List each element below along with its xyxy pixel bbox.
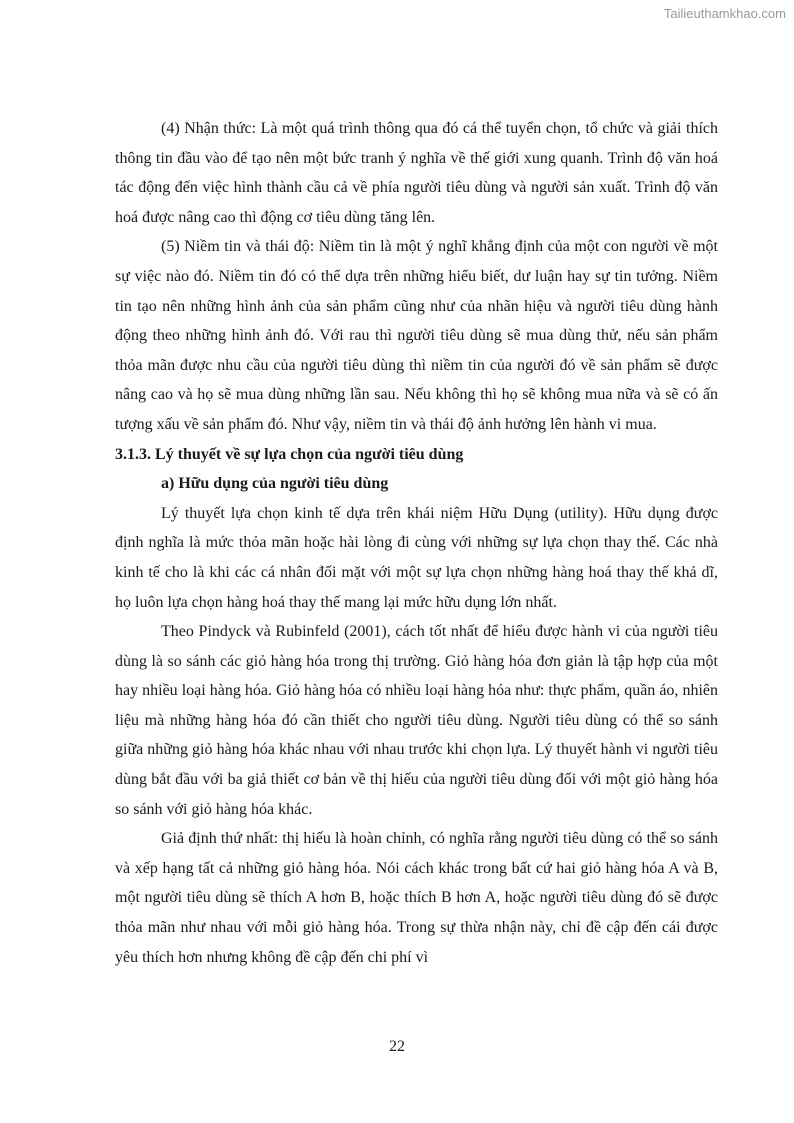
paragraph-pindyck: Theo Pindyck và Rubinfeld (2001), cách tốt nhất để hiểu được hành vi của người tiêu dùng là so sánh các giỏ hàng hóa trong thị trường. Giỏ hàng hóa đơn giản là tập hợp của một hay nhiều loại hàng hóa. Giỏ hàng hóa có nhiều loại hàng hóa như: thực phẩm, quần áo, nhiên liệu mà những hàng hóa đó cần thiết cho người tiêu dùng. Người tiêu dùng có thể so sánh giữa những giỏ hàng hóa khác nhau với nhau trước khi chọn lựa. Lý thuyết hành vi người tiêu dùng bắt đầu với ba giả thiết cơ bản về thị hiếu của người tiêu dùng đối với một giỏ hàng hóa so sánh với giỏ hàng hóa khác. [115, 623, 718, 818]
page-body [115, 114, 718, 972]
paragraph-perception: (4) Nhận thức: Là một quá trình thông qua đó cá thể tuyển chọn, tổ chức và giải thích thông tin đầu vào để tạo nên một bức tranh ý nghĩa về thế giới xung quanh. Trình độ văn hoá tác động đến việc hình thành cầu cả về phía người tiêu dùng và người sản xuất. Trình độ văn hoá được nâng cao thì động cơ tiêu dùng tăng lên. [115, 120, 718, 226]
watermark: Tailieuthamkhao.com [663, 6, 786, 21]
page-number: 22 [389, 1038, 405, 1055]
paragraph-assumption-1: Giả định thứ nhất: thị hiếu là hoàn chỉnh, có nghĩa rằng người tiêu dùng có thể so sánh và xếp hạng tất cả những giỏ hàng hóa. Nói cách khác trong bất cứ hai giỏ hàng hóa A và B, một người tiêu dùng sẽ thích A hơn B, hoặc thích B hơn A, hoặc người tiêu dùng đó sẽ được thỏa mãn như nhau với mỗi giỏ hàng hóa. Trong sự thừa nhận này, chỉ đề cập đến cái được yêu thích hơn nhưng không đề cập đến chi phí vì [115, 830, 718, 966]
section-heading: 3.1.3. Lý thuyết về sự lựa chọn của người tiêu dùng [115, 445, 464, 463]
paragraph-utility: Lý thuyết lựa chọn kinh tế dựa trên khái niệm Hữu Dụng (utility). Hữu dụng được định nghĩa là mức thỏa mãn hoặc hài lòng đi cùng với những sự lựa chọn thay thế. Các nhà kinh tế cho là khi các cá nhân đối mặt với một sự lựa chọn những hàng hoá thay thế khả dĩ, họ luôn lựa chọn hàng hoá thay thế mang lại mức hữu dụng lớn nhất. [115, 504, 718, 611]
subsection-heading: a) Hữu dụng của người tiêu dùng [161, 475, 389, 493]
paragraph-belief-attitude: (5) Niềm tin và thái độ: Niềm tin là một ý nghĩ khẳng định của một con người về một sự việc nào đó. Niềm tin đó có thể dựa trên những hiểu biết, dư luận hay sự tin tưởng. Niềm tin tạo nên những hình ảnh của sản phẩm cũng như của nhãn hiệu và người tiêu dùng hành động theo những hình ảnh đó. Với rau thì người tiêu dùng sẽ mua dùng thử, nếu sản phẩm thỏa mãn được nhu cầu của người tiêu dùng thì niềm tin của người đó về sản phẩm sẽ được nâng cao và họ sẽ mua dùng những lần sau. Nếu không thì họ sẽ không mua nữa và sẽ có ấn tượng xấu về sản phẩm đó. Như vậy, niềm tin và thái độ ảnh hưởng lên hành vi mua. [115, 238, 718, 433]
